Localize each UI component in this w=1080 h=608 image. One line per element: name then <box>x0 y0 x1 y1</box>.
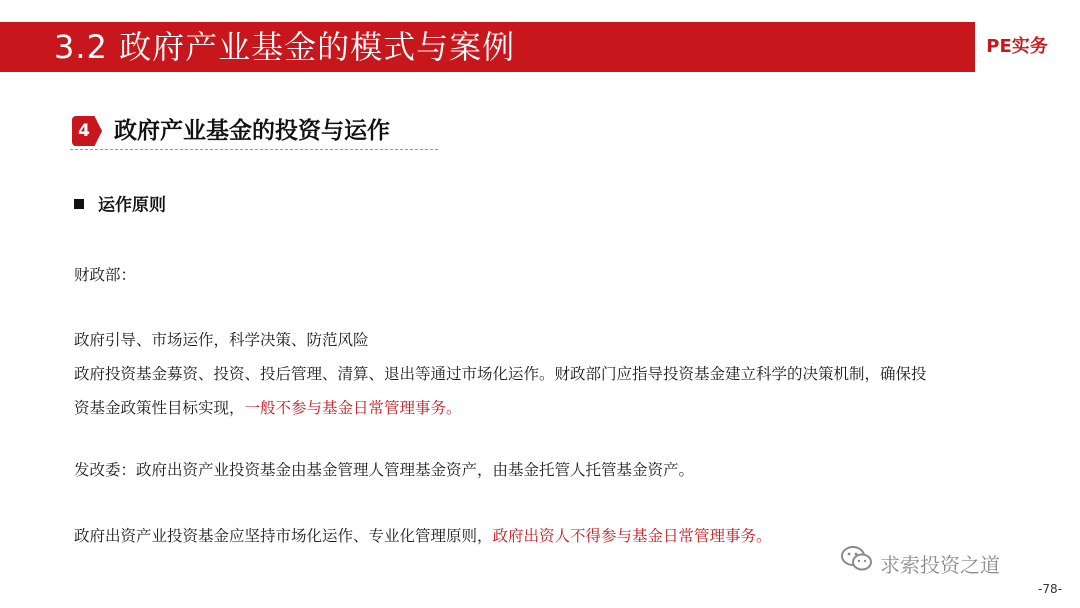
slide-title: 3.2 政府产业基金的模式与案例 <box>54 28 516 66</box>
watermark <box>840 544 1000 578</box>
brand-logo: PE实务 <box>986 36 1048 57</box>
mof-detail-highlight: 一般不参与基金日常管理事务。 <box>244 399 462 417</box>
mof-principle: 政府引导、市场运作，科学决策、防范风险 <box>74 331 369 349</box>
section-title: 政府产业基金的投资与运作 <box>114 118 390 144</box>
mof-detail-line2 <box>74 396 462 420</box>
ndrc-line: 发改委：政府出资产业投资基金由基金管理人管理基金资产，由基金托管人托管基金资产。 <box>74 461 695 479</box>
section-number: 4 <box>78 121 90 141</box>
square-bullet-icon <box>74 199 84 209</box>
principle-line <box>74 524 772 548</box>
principle-plain: 政府出资产业投资基金应坚持市场化运作、专业化管理原则， <box>74 527 493 545</box>
principle-highlight: 政府出资人不得参与基金日常管理事务。 <box>492 527 772 545</box>
wechat-icon <box>840 544 874 586</box>
mof-detail-plain: 资基金政策性目标实现， <box>74 399 245 417</box>
page-number: -78- <box>1038 582 1062 596</box>
section-heading <box>70 113 438 150</box>
mof-label: 财政部： <box>74 266 137 284</box>
mof-detail-line1: 政府投资基金募资、投资、投后管理、清算、退出等通过市场化运作。财政部门应指导投资基金建立科学的决策机制，确保投 <box>74 365 927 383</box>
subsection-title: 运作原则 <box>98 195 166 216</box>
watermark-text: 求索投资之道 <box>880 553 1000 577</box>
subsection-heading <box>74 192 166 218</box>
